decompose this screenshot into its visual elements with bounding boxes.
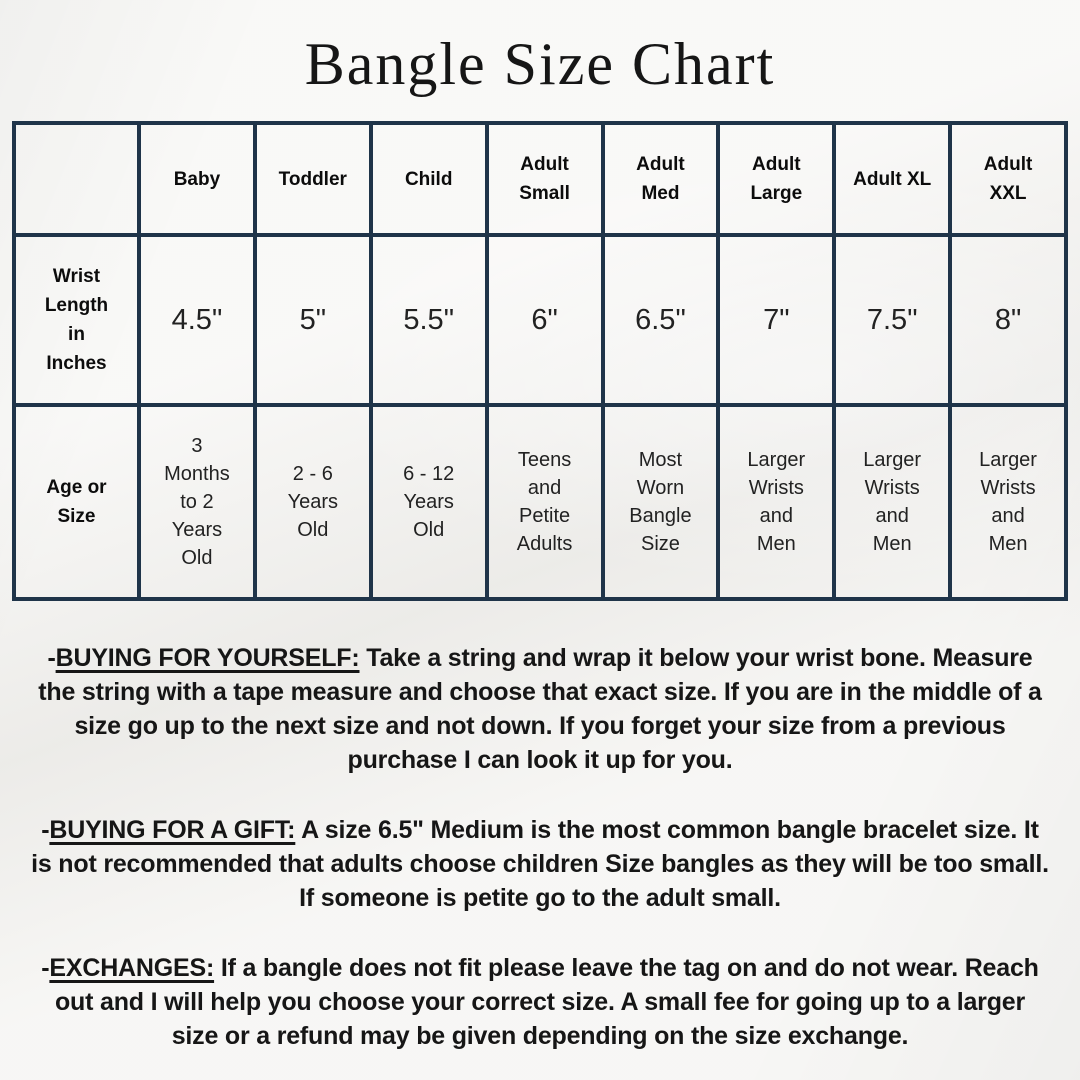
header-cell-adult-xxl: Adult XXL — [950, 123, 1066, 235]
wrist-length-adult-med: 6.5" — [603, 235, 719, 405]
wrist-length-toddler: 5" — [255, 235, 371, 405]
table-row-wrist-length — [14, 235, 1066, 405]
header-cell-baby: Baby — [139, 123, 255, 235]
table-header-row — [14, 123, 1066, 235]
row-label-wrist-length: Wrist Length in Inches — [14, 235, 139, 405]
age-size-child: 6 - 12 Years Old — [371, 405, 487, 599]
note-heading-exchanges: EXCHANGES: — [49, 954, 215, 982]
note-heading-buying-for-yourself: BUYING FOR YOURSELF: — [55, 644, 360, 672]
note-buying-for-yourself — [30, 641, 1050, 777]
wrist-length-adult-xl: 7.5" — [834, 235, 950, 405]
wrist-length-adult-xxl: 8" — [950, 235, 1066, 405]
note-body-exchanges: If a bangle does not fit please leave the tag on and do not wear. Reach out and I will help you choose your correct size. A small fee for going up to a larger size or a refund may be given depending on the size exchange. — [54, 954, 1039, 1050]
header-cell-child: Child — [371, 123, 487, 235]
note-dash: - — [41, 816, 50, 844]
header-cell-adult-large: Adult Large — [718, 123, 834, 235]
age-size-adult-large: Larger Wrists and Men — [718, 405, 834, 599]
header-cell-empty — [14, 123, 139, 235]
header-cell-adult-small: Adult Small — [487, 123, 603, 235]
age-size-adult-small: Teens and Petite Adults — [487, 405, 603, 599]
page-title: Bangle Size Chart — [304, 31, 776, 97]
note-heading-buying-for-a-gift: BUYING FOR A GIFT: — [49, 816, 296, 844]
note-dash: - — [47, 644, 56, 672]
age-size-baby: 3 Months to 2 Years Old — [139, 405, 255, 599]
row-label-age-or-size: Age or Size — [14, 405, 139, 599]
header-cell-adult-xl: Adult XL — [834, 123, 950, 235]
note-exchanges — [30, 951, 1050, 1053]
age-size-adult-xl: Larger Wrists and Men — [834, 405, 950, 599]
bangle-size-table — [12, 121, 1068, 601]
age-size-adult-xxl: Larger Wrists and Men — [950, 405, 1066, 599]
note-body-buying-for-a-gift: A size 6.5" Medium is the most common bangle bracelet size. It is not recommended that adults choose children Size bangles as they will be too small. If someone is petite go to the adult small. — [31, 816, 1049, 912]
notes-section — [0, 641, 1080, 1053]
note-body-buying-for-yourself: Take a string and wrap it below your wrist bone. Measure the string with a tape measure and choose that exact size. If you are in the middle of a size go up to the next size and not down. If you forget your size from a previous purchase I can look it up for you. — [38, 644, 1042, 774]
age-size-adult-med: Most Worn Bangle Size — [603, 405, 719, 599]
note-buying-for-a-gift — [30, 813, 1050, 915]
header-cell-adult-med: Adult Med — [603, 123, 719, 235]
wrist-length-adult-large: 7" — [718, 235, 834, 405]
wrist-length-baby: 4.5" — [139, 235, 255, 405]
wrist-length-adult-small: 6" — [487, 235, 603, 405]
header-cell-toddler: Toddler — [255, 123, 371, 235]
age-size-toddler: 2 - 6 Years Old — [255, 405, 371, 599]
note-dash: - — [41, 954, 50, 982]
table-row-age-or-size — [14, 405, 1066, 599]
wrist-length-child: 5.5" — [371, 235, 487, 405]
